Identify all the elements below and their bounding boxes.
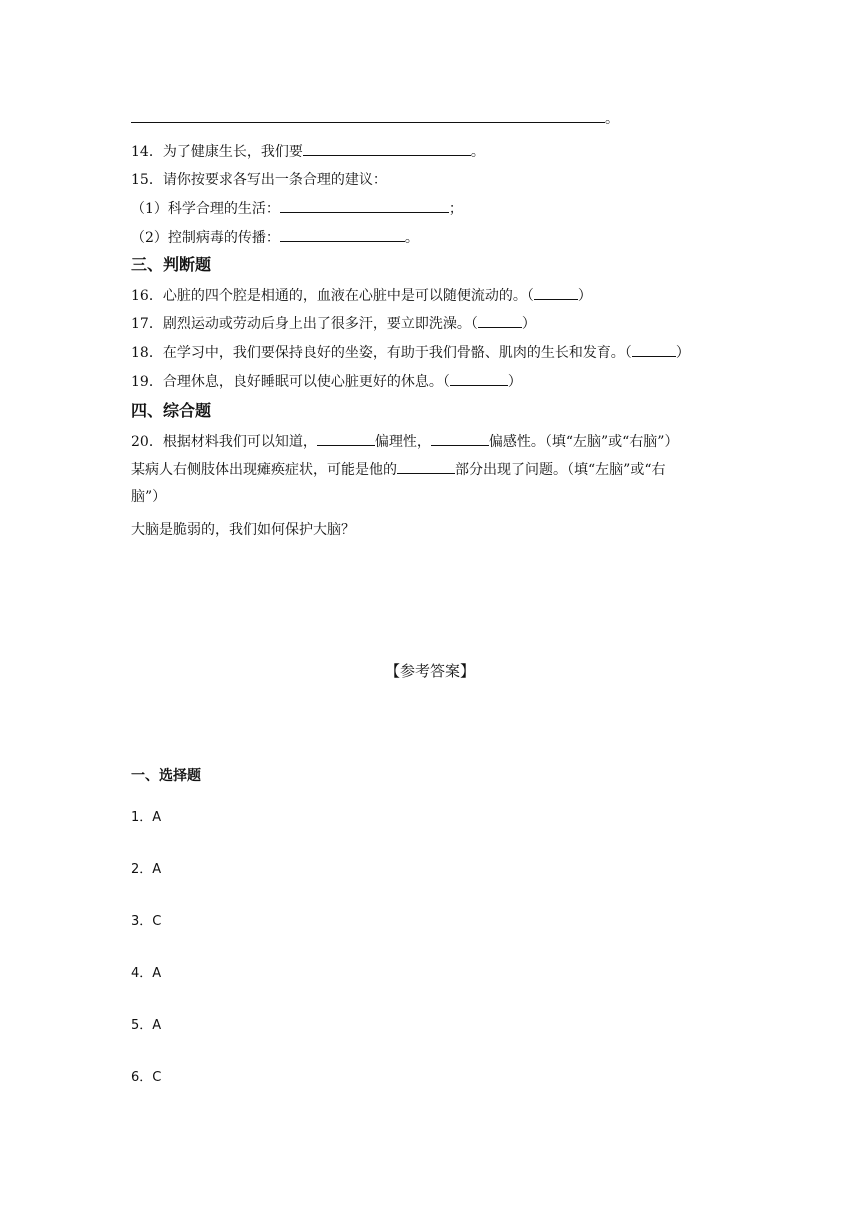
answer-item: 3．C — [131, 914, 162, 929]
answer-blank[interactable] — [534, 285, 578, 300]
section-heading-comprehensive: 四、综合题 — [131, 401, 212, 420]
answer-key-title: 【参考答案】 — [384, 662, 475, 680]
question-18: 18．在学习中，我们要保持良好的坐姿，有助于我们骨骼、肌肉的生长和发育。（ ） — [131, 342, 690, 363]
question-text: 14．为了健康生长，我们要 — [131, 144, 303, 160]
question-20-part3: 大脑是脆弱的，我们如何保护大脑？ — [131, 522, 355, 538]
answer-section-heading: 一、选择题 — [131, 768, 201, 784]
answer-blank[interactable] — [431, 431, 489, 446]
question-text: 15．请你按要求各写出一条合理的建议： — [131, 172, 387, 188]
answer-item: 4．A — [131, 966, 162, 981]
answer-blank[interactable] — [397, 459, 455, 474]
question-20-part2-cont: 脑”） — [131, 489, 167, 505]
question-19: 19．合理休息，良好睡眠可以使心脏更好的休息。（ ） — [131, 371, 522, 392]
answer-blank[interactable] — [131, 108, 605, 123]
question-15 — [131, 170, 387, 190]
answer-blank[interactable] — [280, 227, 405, 242]
question-20-part2: 某病人右侧肢体出现瘫痪症状，可能是他的 部分出现了问题。（填“左脑”或“右 — [131, 459, 665, 480]
question-16: 16．心脏的四个腔是相通的，血液在心脏中是可以随便流动的。（ ） — [131, 285, 592, 306]
answer-blank[interactable] — [317, 431, 375, 446]
answer-blank[interactable] — [280, 198, 449, 213]
section-heading-judgement: 三、判断题 — [131, 255, 212, 274]
answer-blank[interactable] — [478, 313, 522, 328]
question-15-sub2: （2）控制病毒的传播： 。 — [131, 227, 419, 248]
answer-item: 5．A — [131, 1018, 162, 1033]
question-14: 14．为了健康生长，我们要 。 — [131, 141, 485, 162]
question-20-part1: 20．根据材料我们可以知道， 偏理性， 偏感性。（填“左脑”或“右脑”） — [131, 431, 678, 452]
answer-blank[interactable] — [303, 141, 471, 156]
q13-answer-line: 。 — [131, 108, 619, 129]
question-17: 17．剧烈运动或劳动后身上出了很多汗，要立即洗澡。（ ） — [131, 313, 536, 334]
answer-item: 2．A — [131, 862, 162, 877]
question-15-sub1: （1）科学合理的生活： ； — [131, 198, 463, 219]
answer-blank[interactable] — [450, 371, 508, 386]
answer-blank[interactable] — [632, 342, 676, 357]
answer-item: 6．C — [131, 1070, 162, 1085]
answer-item: 1．A — [131, 810, 162, 825]
